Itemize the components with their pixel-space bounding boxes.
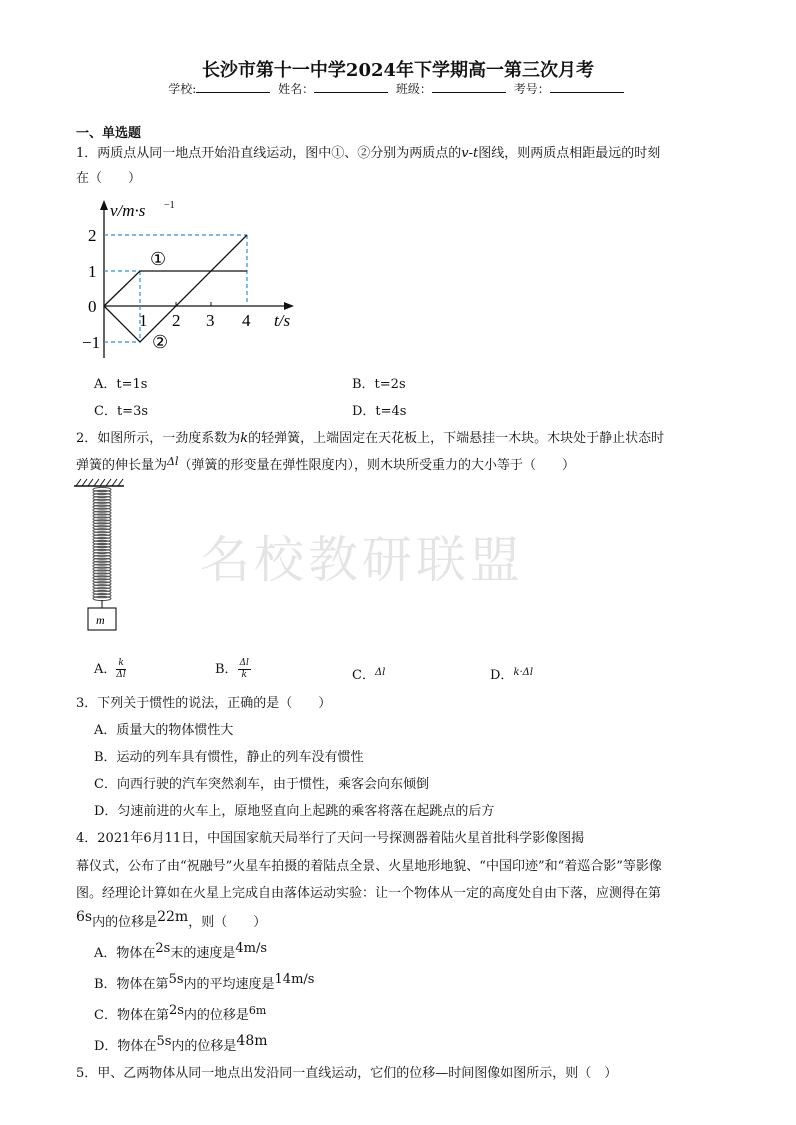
exam-no-blank[interactable] xyxy=(550,81,624,93)
q1-option-b[interactable]: B．t=2s xyxy=(352,377,406,392)
q2-option-b-frac xyxy=(238,658,251,681)
q4-text-tail: ，则（ ） xyxy=(188,915,267,930)
page-title: 长沙市第十一中学2024年下学期高一第三次月考 xyxy=(201,60,595,81)
opt-val: 5s xyxy=(168,972,184,987)
frac-num: Δl xyxy=(239,658,249,668)
exam-no-label: 考号： xyxy=(513,82,550,96)
opt-val: 48m xyxy=(236,1033,268,1049)
q2-stem-line1 xyxy=(76,427,664,446)
q2-option-d-value: k·Δl xyxy=(513,667,534,678)
opt-val: 14m/s xyxy=(274,972,315,987)
name-label: 姓名： xyxy=(278,82,315,96)
spring-figure xyxy=(72,478,132,634)
opt-text: B．物体在第 xyxy=(94,977,169,992)
q4-stem-line4 xyxy=(76,909,266,930)
q4-stem-line3: 图。经理论计算如在火星上完成自由落体运动实验：让一个物体从一定的高度处自由下落，应测得在第 xyxy=(76,886,662,901)
q3-option-a[interactable]: A．质量大的物体惯性大 xyxy=(94,723,234,738)
opt-text: A．物体在 xyxy=(94,946,156,961)
q2-text-b: 的轻弹簧，上端固定在天花板上，下端悬挂一木块。木块处于静止状态时 xyxy=(248,431,665,446)
q3-option-c[interactable]: C．向西行驶的汽车突然刹车，由于惯性，乘客会向东倾倒 xyxy=(94,777,429,792)
q1-option-d[interactable]: D．t=4s xyxy=(352,404,407,419)
q4-option-b[interactable] xyxy=(94,972,314,992)
school-blank[interactable] xyxy=(196,81,270,93)
q2-option-b[interactable] xyxy=(215,658,251,681)
q2-text-c: 弹簧的伸长量为 xyxy=(76,458,168,473)
x-axis-label: t/s xyxy=(274,311,291,330)
frac-den: k xyxy=(241,670,247,680)
frac-den: Δl xyxy=(116,670,126,680)
q4-option-a[interactable] xyxy=(94,941,267,961)
mass-label: m xyxy=(96,613,105,627)
q2-option-a-label: A． xyxy=(94,662,117,677)
q2-delta-l: Δl xyxy=(167,455,179,468)
q2-text-d: （弹簧的形变量在弹性限度内），则木块所受重力的大小等于（ ） xyxy=(178,458,575,473)
q2-option-a[interactable] xyxy=(94,658,126,681)
q2-text-a: 2．如图所示，一劲度系数为 xyxy=(76,431,241,446)
section-title: 一、单选题 xyxy=(76,126,142,141)
q3-stem: 3．下列关于惯性的说法，正确的是（ ） xyxy=(76,696,332,711)
name-blank[interactable] xyxy=(314,81,388,93)
q2-option-d[interactable] xyxy=(490,664,533,683)
x-tick-label-2: 2 xyxy=(172,311,181,330)
q2-option-a-frac xyxy=(116,658,125,681)
q1-option-a[interactable]: A．t=1s xyxy=(94,377,148,392)
line-1-label: ① xyxy=(150,249,167,269)
opt-text: 内的位移是 xyxy=(183,1008,249,1023)
ceiling-hatch xyxy=(76,479,123,486)
opt-val: 5s xyxy=(156,1034,172,1049)
q1-vt-graph xyxy=(84,194,304,362)
q2-k: k xyxy=(240,431,249,446)
q2-option-b-label: B． xyxy=(215,662,238,677)
opt-text: 末的速度是 xyxy=(170,946,236,961)
q4-option-d[interactable] xyxy=(94,1033,268,1054)
q4-stem-line2: 幕仪式，公布了由“祝融号”火星车拍摄的着陆点全景、火星地形地貌、“中国印迹”和“着巡合影”等影像 xyxy=(76,859,662,874)
q2-option-d-label: D． xyxy=(490,668,514,683)
watermark: 名校教研联盟 xyxy=(200,531,524,589)
x-tick-label-3: 3 xyxy=(206,311,215,330)
q3-option-b[interactable]: B．运动的列车具有惯性，静止的列车没有惯性 xyxy=(94,750,364,765)
y-axis-arrow xyxy=(100,200,108,210)
opt-text: C．物体在第 xyxy=(94,1008,169,1023)
q2-option-c[interactable] xyxy=(352,664,385,683)
q1-stem-line1 xyxy=(76,142,660,161)
x-tick-label-1: 1 xyxy=(139,311,148,330)
q1-text: 1．两质点从同一地点开始沿直线运动，图中①、②分别为两质点的 xyxy=(76,146,462,161)
x-tick-label-4: 4 xyxy=(242,311,251,330)
q2-option-c-value: Δl xyxy=(374,667,386,678)
opt-text: 内的位移是 xyxy=(171,1039,237,1054)
opt-val: 2s xyxy=(155,941,171,956)
spring-coils xyxy=(93,487,111,600)
q1-option-c[interactable]: C．t=3s xyxy=(94,404,149,419)
q5-stem: 5．甲、乙两物体从同一地点出发沿同一直线运动，它们的位移—时间图像如图所示，则（ ） xyxy=(76,1066,618,1081)
opt-val: 4m/s xyxy=(235,941,268,956)
opt-text: 内的平均速度是 xyxy=(183,977,275,992)
q3-option-d[interactable]: D．匀速前进的火车上，原地竖直向上起跳的乘客将落在起跳点的后方 xyxy=(94,804,495,819)
spring-coil xyxy=(93,596,111,600)
opt-text: D．物体在 xyxy=(94,1039,157,1054)
q4-text: 内的位移是 xyxy=(92,915,158,930)
line-2-label: ② xyxy=(152,332,169,352)
y-axis-label: v/m·s xyxy=(110,201,146,220)
y-tick-label-neg1: −1 xyxy=(82,333,101,352)
q1-text-tail: 图线，则两质点相距最远的时刻 xyxy=(478,146,661,161)
q4-option-c[interactable] xyxy=(94,1003,266,1023)
opt-val: 6m xyxy=(248,1004,267,1017)
y-tick-label-2: 2 xyxy=(88,226,97,245)
y-tick-label-1: 1 xyxy=(88,262,97,281)
q1-vt: v-t xyxy=(461,146,479,161)
graph-line-1 xyxy=(104,271,247,306)
q4-stem-line1: 4．2021年6月11日，中国国家航天局举行了天问一号探测器着陆火星首批科学影像图揭 xyxy=(76,831,585,846)
y-tick-label-0: 0 xyxy=(88,297,97,316)
opt-val: 2s xyxy=(168,1003,184,1018)
q2-option-c-label: C． xyxy=(352,668,375,683)
student-info-line xyxy=(0,80,796,97)
x-axis-arrow xyxy=(284,302,294,310)
q4-displacement: 22m xyxy=(157,909,189,925)
school-label: 学校: xyxy=(168,82,197,96)
frac-num: k xyxy=(118,658,124,668)
class-label: 班级： xyxy=(395,82,432,96)
q1-stem-line2: 在（ ） xyxy=(76,171,142,186)
q4-time: 6s xyxy=(76,909,93,925)
q2-stem-line2 xyxy=(76,454,575,473)
class-blank[interactable] xyxy=(432,81,506,93)
y-axis-label-exp: −1 xyxy=(164,200,175,211)
